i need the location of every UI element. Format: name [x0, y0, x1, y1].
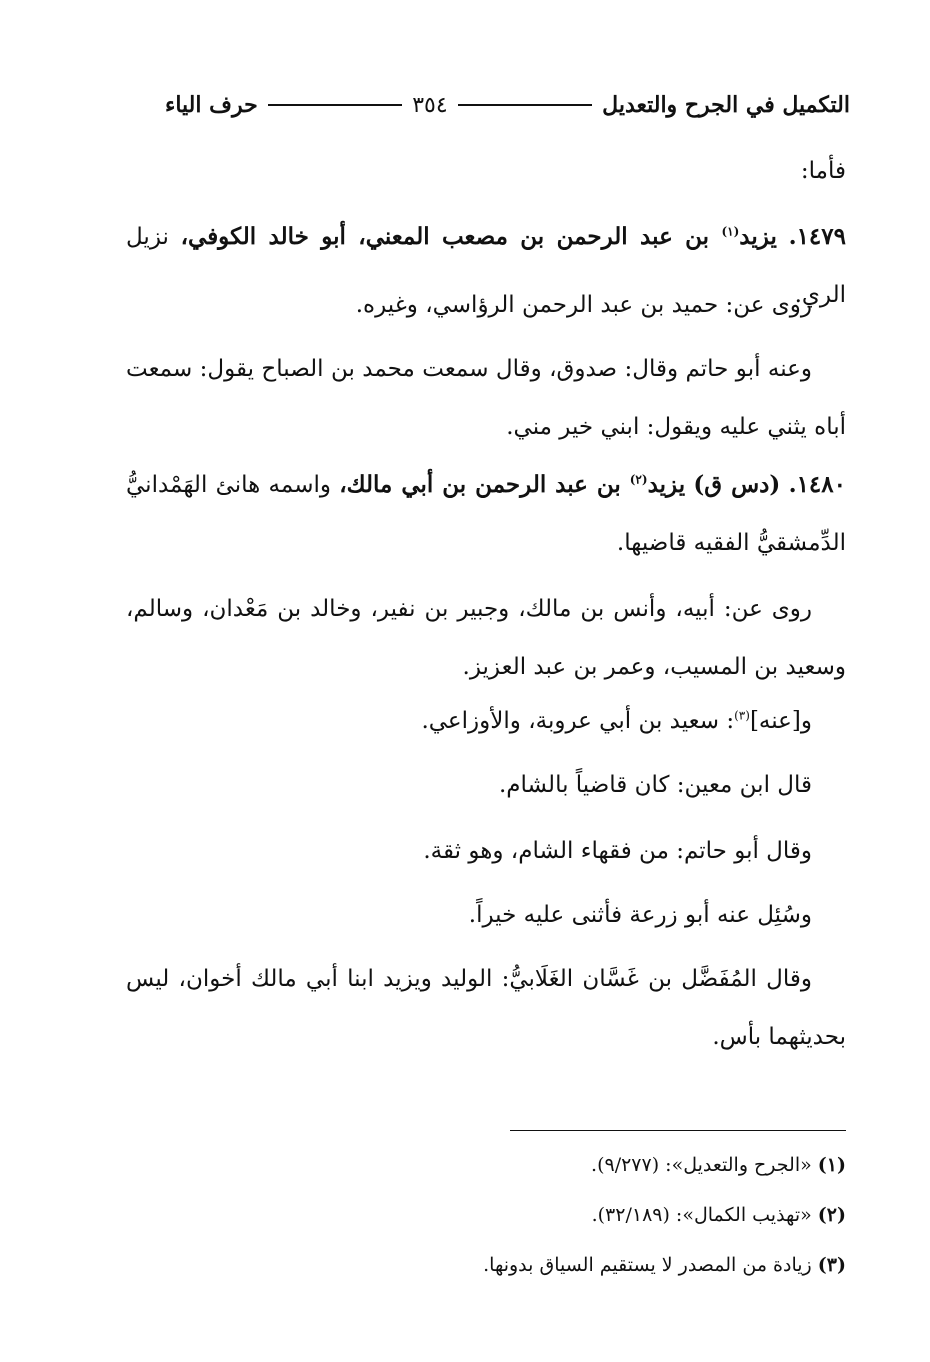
- entry-tail: واسمه هانئ الهَمْدانيُّ الدِّمشقيُّ الفقيه قاضيها.: [126, 472, 846, 556]
- entry-name: يزيد$^{(٢)}$ بن عبد الرحمن بن أبي مالك،: [339, 471, 686, 498]
- footnote-3: (٣) زيادة من المصدر لا يستقيم السياق بدونها.: [483, 1254, 846, 1276]
- entry-1479-narrators: وعنه أبو حاتم وقال: صدوق، وقال سمعت محمد بن الصباح يقول: سمعت أباه يثني عليه ويقول: ابني خير مني.: [126, 356, 846, 440]
- entry-1480-mufaddal: وقال المُفَضَّل بن غَسَّان الغَلَابيُّ: الوليد ويزيد ابنا أبي مالك أخوان، ليس بحديثهما بأس.: [126, 966, 846, 1050]
- chapter-title: حرف الياء: [164, 92, 258, 118]
- running-header: [165, 82, 850, 128]
- intro-line: فأما:: [800, 158, 846, 184]
- header-dash: [268, 104, 403, 106]
- entry-1480-narrators: و[عنه]$^{(٣)}$: سعيد بن أبي عروبة، والأوزاعي.: [421, 708, 812, 734]
- page-number: ٣٥٤: [412, 92, 448, 118]
- footnote-ref: (٢): [629, 472, 648, 487]
- footnote-separator: [510, 1130, 846, 1131]
- entry-number: ١٤٧٩.: [788, 223, 846, 250]
- entry-1479-narrated-from: روى عن: حميد بن عبد الرحمن الرؤاسي، وغيره.: [355, 292, 812, 318]
- entry-1480: [126, 456, 846, 572]
- entry-1480-abu-hatim: وقال أبو حاتم: من فقهاء الشام، وهو ثقة.: [423, 838, 812, 864]
- entry-number: ١٤٨٠.: [788, 471, 846, 498]
- footnote-ref: (١): [721, 224, 740, 239]
- entry-heading: [126, 456, 846, 572]
- book-title: التكميل في الجرح والتعديل: [602, 92, 850, 118]
- footnote-1: (١) «الجرح والتعديل»: (٩/٢٧٧).: [591, 1154, 846, 1176]
- entry-1480-narrated-from: روى عن: أبيه، وأنس بن مالك، وجبير بن نفير، وخالد بن مَعْدان، وسالم، وسعيد بن المسيب، وعمر بن عبد العزيز.: [126, 596, 846, 680]
- footnote-ref: (٣): [734, 708, 750, 723]
- entry-1480-abu-zura: وسُئِل عنه أبو زرعة فأثنى عليه خيراً.: [468, 902, 812, 928]
- header-dash: [458, 104, 593, 106]
- entry-tail: نزيل الري.: [126, 224, 846, 308]
- entry-name: يزيد$^{(١)}$ بن عبد الرحمن بن مصعب المعني، أبو خالد الكوفي،: [180, 223, 777, 250]
- footnote-2: (٢) «تهذيب الكمال»: (٣٢/١٨٩).: [591, 1204, 846, 1226]
- entry-1480-ibn-maeen: قال ابن معين: كان قاضياً بالشام.: [498, 772, 812, 798]
- source-codes: (دس ق): [693, 471, 781, 498]
